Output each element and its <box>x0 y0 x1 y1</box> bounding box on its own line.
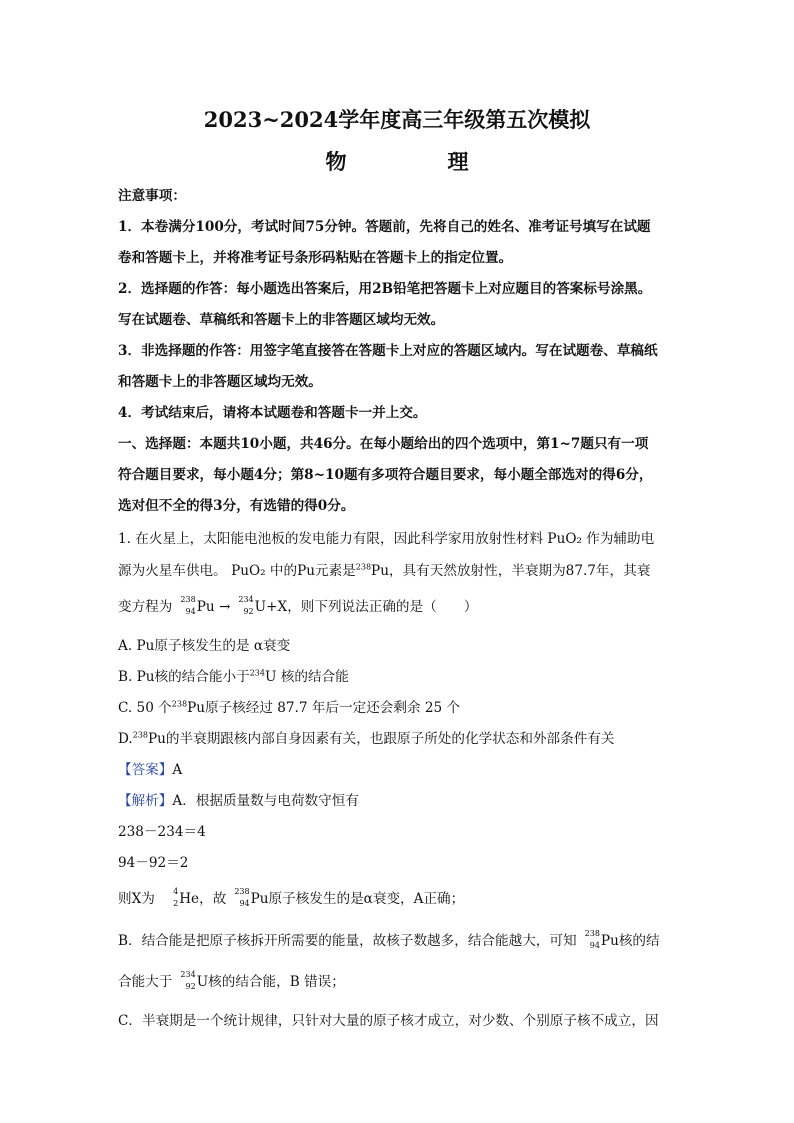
analysis-tag: 【解析】 <box>118 793 173 809</box>
option-d: D.$^{238}$Pu的半衰期跟核内部自身因素有关，也跟原子所处的化学状态和外部条件有关 <box>118 730 615 747</box>
note-3a: 3．非选择题的作答：用签字笔直接答在答题卡上对应的答题区域内。写在试题卷、草稿纸 <box>118 343 658 359</box>
note-4: 4．考试结束后，请将本试题卷和答题卡一并上交。 <box>118 405 427 421</box>
he-nuclide: 4 2 <box>173 886 179 908</box>
page-title: 2023~2024学年度高三年级第五次模拟 <box>203 107 591 132</box>
note-3b: 和答题卡上的非答题区域均无效。 <box>118 374 322 390</box>
analysis-b-line-2: 合能大于 234 92 U核的结合能，B 错误； <box>118 969 345 991</box>
pu-nuclide-3: 238 94 <box>584 928 600 950</box>
u-nuclide-2: 234 92 <box>180 969 196 991</box>
option-a: A. Pu原子核发生的是 α衰变 <box>118 638 291 654</box>
q1-stem-line-3: 变方程为 238 94 Pu → 234 92 U+X，则下列说法正确的是（ ） <box>118 594 478 616</box>
note-2b: 写在试题卷、草稿纸和答题卡上的非答题区域均无效。 <box>118 312 445 328</box>
section-line-1: 一、选择题：本题共10小题，共46分。在每小题给出的四个选项中，第1~7题只有一项 <box>118 436 649 452</box>
section-line-3: 选对但不全的得3分，有选错的得0分。 <box>118 498 355 514</box>
equation-mass: 238－234＝4 <box>118 824 206 840</box>
note-1b: 卷和答题卡上，并将准考证号条形码粘贴在答题卡上的指定位置。 <box>118 250 513 266</box>
section-line-2: 符合题目要求，每小题4分；第8~10题有多项符合题目要求，每小题全部选对的得6分， <box>118 467 653 483</box>
q1-stem-line-1: 1. 在火星上，太阳能电池板的发电能力有限，因此科学家用放射性材料 PuO₂ 作为辅助电 <box>118 531 655 547</box>
analysis-a-conclusion: 则X为 4 2 He，故 238 94 Pu原子核发生的是α衰变，A正确； <box>118 886 465 908</box>
reaction-arrow: → <box>218 599 231 615</box>
pu-nuclide-2: 238 94 <box>234 886 250 908</box>
pu-nuclide: 238 94 <box>180 594 196 616</box>
note-1a: 1．本卷满分100分，考试时间75分钟。答题前，先将自己的姓名、准考证号填写在试题 <box>118 219 651 235</box>
option-c: C. 50 个$^{238}$Pu原子核经过 87.7 年后一定还会剩余 25 个 <box>118 699 461 716</box>
answer-tag: 【答案】 <box>118 762 173 778</box>
equation-charge: 94－92＝2 <box>118 855 189 871</box>
option-b: B. Pu核的结合能小于$^{234}$U 核的结合能 <box>118 668 349 685</box>
answer-line: 【答案】A <box>118 762 183 778</box>
note-2a: 2．选择题的作答：每小题选出答案后，用2B铅笔把答题卡上对应题目的答案标号涂黑。 <box>118 281 652 297</box>
u-nuclide: 234 92 <box>238 594 254 616</box>
q1-stem-line-2: 源为火星车供电。 PuO₂ 中的Pu元素是$^{238}$Pu，具有天然放射性，半衰期为87.7年，其衰 <box>118 562 651 579</box>
analysis-c-line-1: C．半衰期是一个统计规律，只针对大量的原子核才成立，对少数、个别原子核不成立，因 <box>118 1013 659 1029</box>
analysis-b-line-1: B．结合能是把原子核拆开所需要的能量，故核子数越多，结合能越大，可知 238 94 Pu核的结 <box>118 928 660 950</box>
notes-heading: 注意事项： <box>118 188 186 204</box>
analysis-line: 【解析】A．根据质量数与电荷数守恒有 <box>118 793 359 809</box>
subject-title: 物 理 <box>325 149 509 174</box>
